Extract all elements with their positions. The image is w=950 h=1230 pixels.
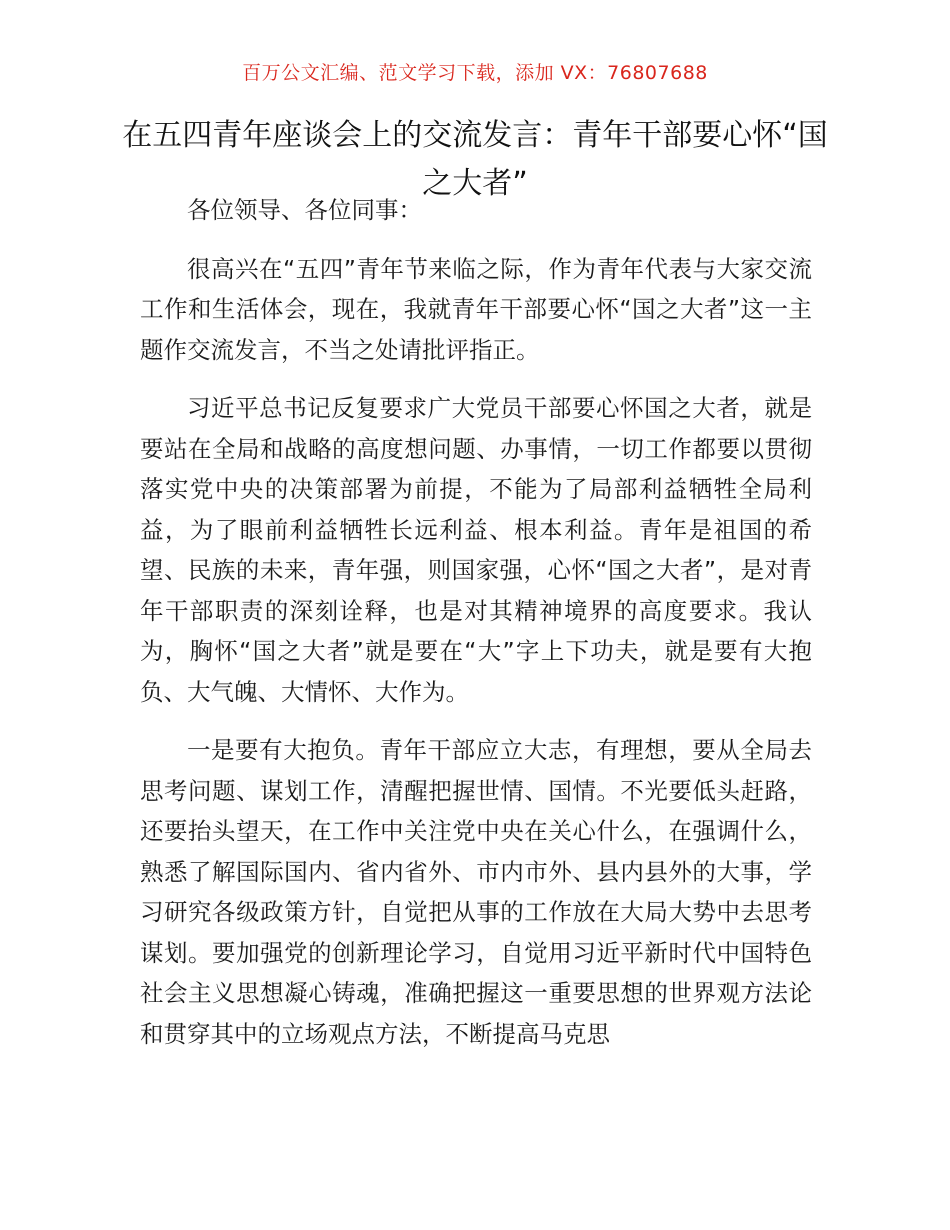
greeting: 各位领导、各位同事： (187, 196, 422, 224)
document-title: 在五四青年座谈会上的交流发言：青年干部要心怀“国之大者” (122, 118, 828, 201)
paragraph-point-one: 一是要有大抱负。青年干部应立大志，有理想，要从全局去思考问题、谋划工作，清醒把握世情、国情。不光要低头赶路，还要抬头望天，在工作中关注党中央在关心什么，在强调什么，熟悉了解国际国内、省内省外、市内市外、县内县外的大事，学习研究各级政策方针，自觉把从事的工作放在大局大势中去思考谋划。要加强党的创新理论学习，自觉用习近平新时代中国特色社会主义思想凝心铸魂，准确把握这一重要思想的世界观方法论和贯穿其中的立场观点方法，不断提高马克思 (140, 736, 812, 1048)
paragraph-intro: 很高兴在“五四”青年节来临之际，作为青年代表与大家交流工作和生活体会，现在，我就青年干部要心怀“国之大者”这一主题作交流发言，不当之处请批评指正。 (140, 254, 812, 364)
header-watermark: 百万公文汇编、范文学习下载，添加 VX：76807688 (242, 62, 708, 84)
document-body (140, 190, 812, 1072)
paragraph-main: 习近平总书记反复要求广大党员干部要心怀国之大者，就是要站在全局和战略的高度想问题、办事情，一切工作都要以贯彻落实党中央的决策部署为前提，不能为了局部利益牺牲全局利益，为了眼前利益牺牲长远利益、根本利益。青年是祖国的希望、民族的未来，青年强，则国家强，心怀“国之大者”，是对青年干部职责的深刻诠释，也是对其精神境界的高度要求。我认为，胸怀“国之大者”就是要在“大”字上下功夫，就是要有大抱负、大气魄、大情怀、大作为。 (140, 394, 812, 706)
